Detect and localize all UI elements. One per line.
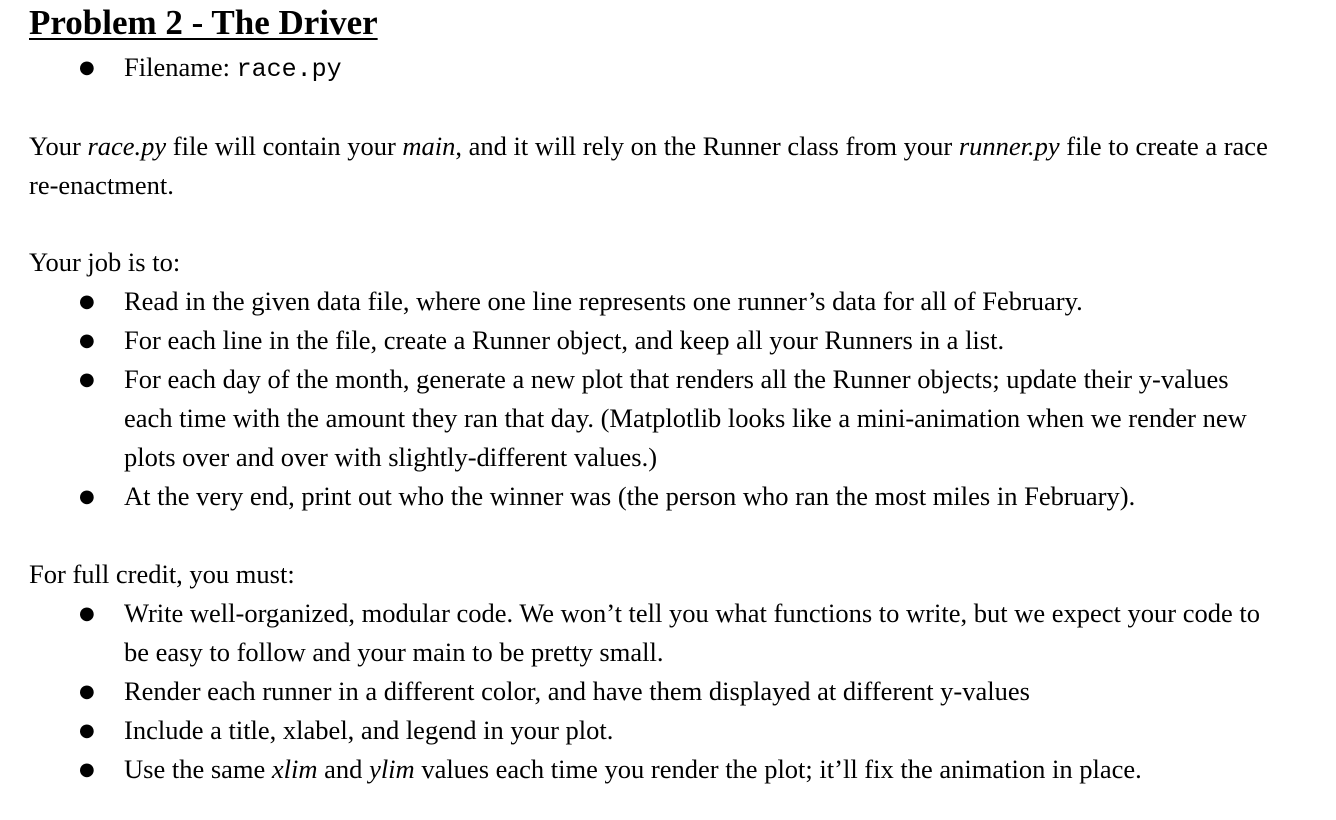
intro-paragraph: [29, 127, 1269, 205]
list-item: [29, 321, 1319, 360]
main-ref: main: [402, 131, 456, 161]
bullet-icon: ●: [79, 603, 95, 624]
credit-item-text: Write well-organized, modular code. We won’t tell you what functions to write, but we expect your code to be easy to follow and your main to be pretty small.: [124, 598, 1260, 667]
credit-list: [29, 594, 1319, 789]
problem-title: Problem 2 - The Driver: [29, 3, 378, 42]
credit-item-text: values each time you render the plot; it’ll fix the animation in place.: [414, 754, 1142, 784]
bullet-icon: ●: [79, 759, 95, 780]
job-heading: Your job is to:: [29, 247, 181, 277]
bullet-icon: ●: [79, 681, 95, 702]
job-list: [29, 282, 1319, 516]
credit-item-text: Render each runner in a different color, and have them displayed at different y-values: [124, 676, 1030, 706]
list-item: [29, 711, 1319, 750]
job-item-text: At the very end, print out who the winner was (the person who ran the most miles in February).: [124, 481, 1136, 511]
filename-item: [29, 48, 1319, 89]
filename-list: [29, 48, 1319, 89]
credit-heading: For full credit, you must:: [29, 559, 295, 589]
bullet-icon: ●: [79, 486, 95, 507]
job-item-text: For each line in the file, create a Runner object, and keep all your Runners in a list.: [124, 325, 1005, 355]
intro-text: , and it will rely on the Runner class from your: [455, 131, 959, 161]
ylim-ref: ylim: [369, 754, 415, 784]
credit-item-text: Include a title, xlabel, and legend in your plot.: [124, 715, 614, 745]
xlim-ref: xlim: [271, 754, 318, 784]
race-py-ref: race.py: [87, 131, 167, 161]
list-item: [29, 672, 1319, 711]
runner-py-ref: runner.py: [958, 131, 1060, 161]
credit-item-text: Use the same: [124, 754, 272, 784]
intro-text: Your: [29, 131, 88, 161]
job-item-text: Read in the given data file, where one line represents one runner’s data for all of February.: [124, 286, 1083, 316]
filename-label: Filename:: [124, 52, 237, 82]
bullet-icon: ●: [79, 57, 95, 78]
list-item: [29, 594, 1319, 672]
job-item-text: For each day of the month, generate a new plot that renders all the Runner objects; update their y-values each time with the amount they ran that day. (Matplotlib looks like a mini-animation when we render new plots over and over with slightly-different values.): [124, 364, 1247, 472]
bullet-icon: ●: [79, 369, 95, 390]
list-item: [29, 477, 1319, 516]
bullet-icon: ●: [79, 720, 95, 741]
bullet-icon: ●: [79, 330, 95, 351]
filename-value: race.py: [236, 55, 342, 84]
list-item: [29, 750, 1319, 789]
intro-text: file to create a race re-enactment.: [29, 131, 1268, 200]
bullet-icon: ●: [79, 291, 95, 312]
list-item: [29, 282, 1319, 321]
credit-item-text: and: [317, 754, 370, 784]
list-item: [29, 360, 1319, 477]
intro-text: file will contain your: [166, 131, 403, 161]
